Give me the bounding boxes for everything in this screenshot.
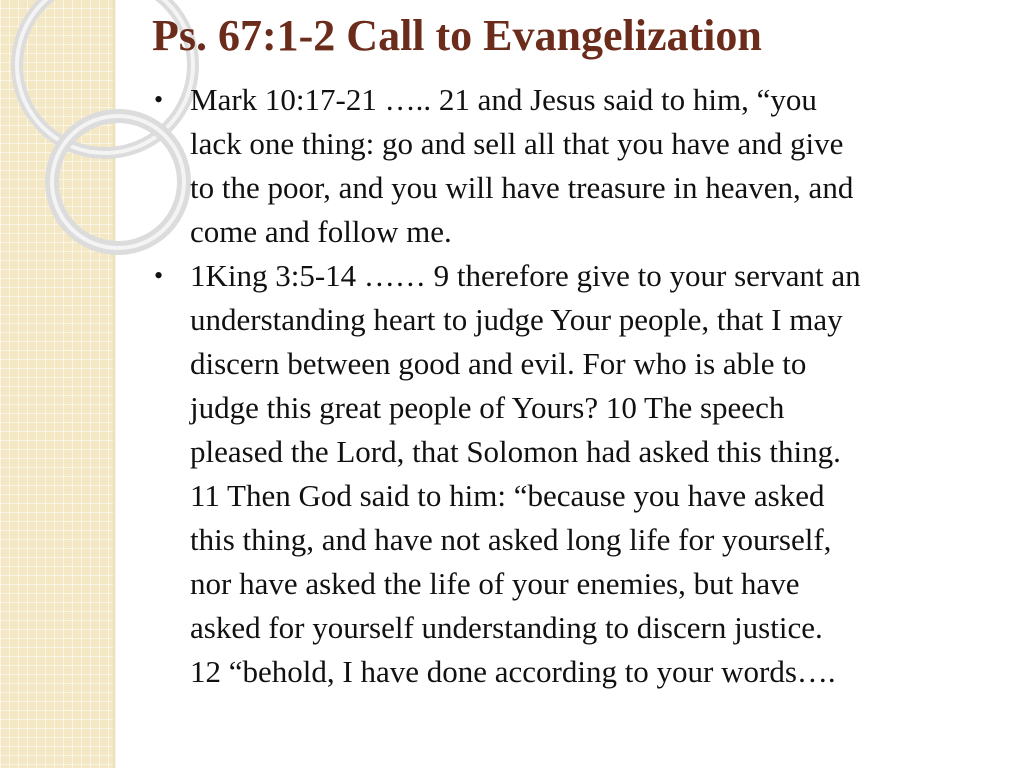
bullet-item-kings [150, 254, 1000, 694]
bullet-list [150, 78, 1000, 694]
slide-title: Ps. 67:1-2 Call to Evangelization [152, 11, 762, 60]
bullet-text-line: Mark 10:17-21 ….. 21 and Jesus said to him, “you [190, 82, 817, 117]
side-panel-edge [113, 0, 116, 768]
bullet-text-line: 12 “behold, I have done according to your words…. [190, 654, 836, 689]
bullet-item-mark [150, 78, 1000, 254]
bullet-text-line: to the poor, and you will have treasure in heaven, and [190, 170, 854, 205]
bullet-marker: • [154, 85, 164, 114]
bullet-text-line: 1King 3:5-14 …… 9 therefore give to your servant an [190, 258, 861, 293]
bullet-text-line: come and follow me. [190, 214, 452, 249]
bullet-text-line: asked for yourself understanding to discern justice. [190, 610, 823, 645]
bullet-text-line: judge this great people of Yours? 10 The speech [190, 390, 785, 425]
bullet-text-line: nor have asked the life of your enemies, but have [190, 566, 800, 601]
bullet-text-line: pleased the Lord, that Solomon had asked this thing. [190, 434, 841, 469]
bullet-text-line: understanding heart to judge Your people, that I may [190, 302, 843, 337]
bullet-text-line: this thing, and have not asked long life for yourself, [190, 522, 832, 557]
bullet-text-line: 11 Then God said to him: “because you have asked [190, 478, 825, 513]
bullet-marker: • [154, 261, 164, 290]
bullet-text-line: discern between good and evil. For who is able to [190, 346, 807, 381]
decorative-side-panel [0, 0, 113, 768]
bullet-text-line: lack one thing: go and sell all that you have and give [190, 126, 844, 161]
